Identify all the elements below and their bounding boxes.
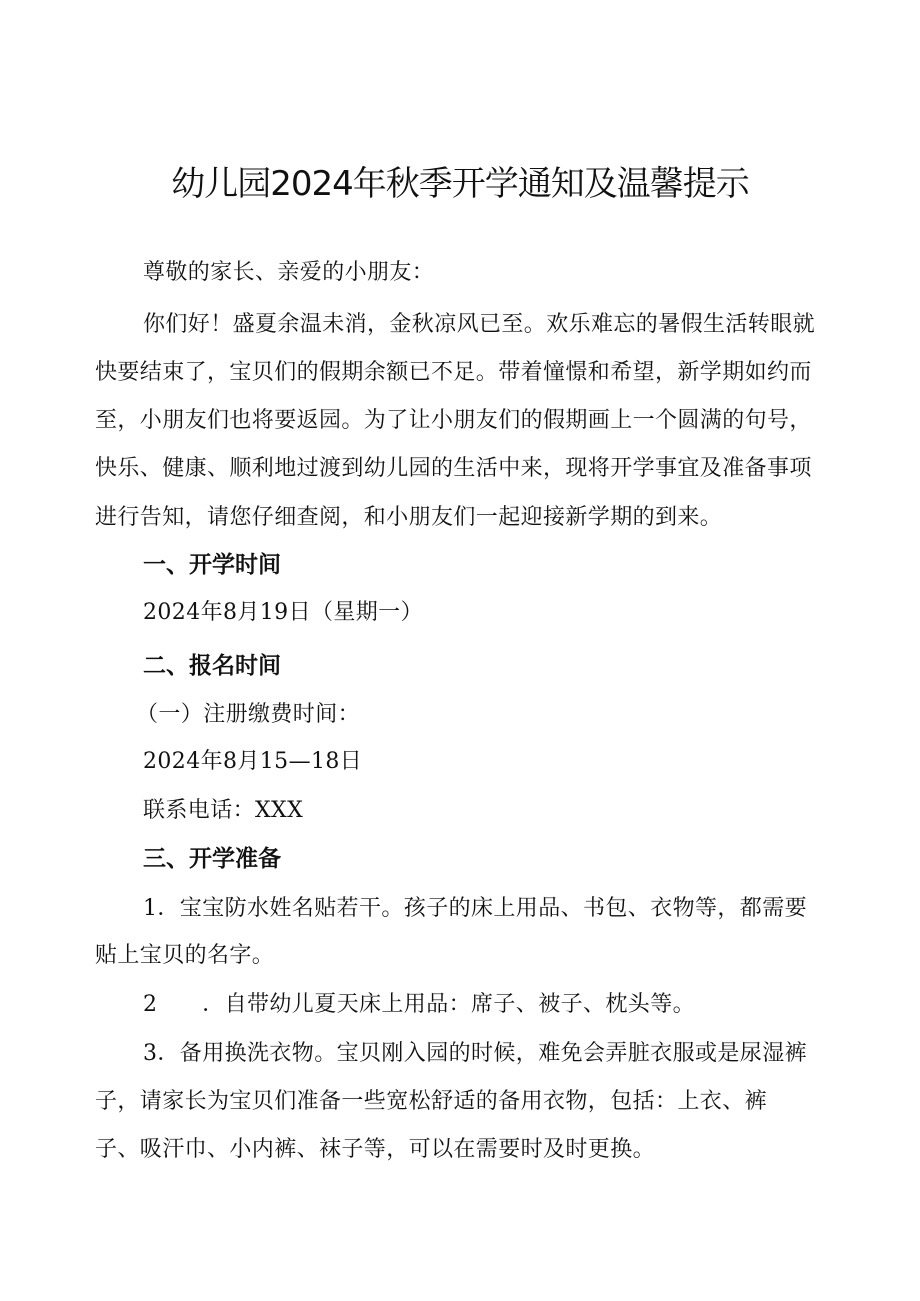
item-3-line-2: 子，请家长为宝贝们准备一些宽松舒适的备用衣物，包括：上衣、裤 xyxy=(95,1089,768,1114)
greeting: 尊敬的家长、亲爱的小朋友： xyxy=(143,260,435,285)
section-1-heading: 一、开学时间 xyxy=(143,552,281,578)
registration-date: 2024年8月15—18日 xyxy=(143,749,363,774)
document-title: 幼儿园2024年秋季开学通知及温馨提示 xyxy=(171,164,749,204)
contact-phone: 联系电话：XXX xyxy=(143,798,304,823)
intro-line-1: 你们好！盛夏余温未消，金秋凉风已至。欢乐难忘的暑假生活转眼就 xyxy=(143,312,816,337)
intro-line-2: 快要结束了，宝贝们的假期余额已不足。带着憧憬和希望，新学期如约而 xyxy=(95,360,812,385)
intro-line-3: 至，小朋友们也将要返园。为了让小朋友们的假期画上一个圆满的句号， xyxy=(95,408,812,433)
item-1-line-2: 贴上宝贝的名字。 xyxy=(95,943,275,968)
item-2: 2 ．自带幼儿夏天床上用品：席子、被子、枕头等。 xyxy=(143,992,695,1017)
start-date: 2024年8月19日（星期一） xyxy=(143,600,423,625)
item-3-line-3: 子、吸汗巾、小内裤、袜子等，可以在需要时及时更换。 xyxy=(95,1137,656,1162)
registration-subheading: （一）注册缴费时间： xyxy=(136,702,361,727)
section-2-heading: 二、报名时间 xyxy=(143,653,281,679)
intro-line-5: 进行告知，请您仔细查阅，和小朋友们一起迎接新学期的到来。 xyxy=(95,505,723,530)
intro-line-4: 快乐、健康、顺利地过渡到幼儿园的生活中来，现将开学事宜及准备事项 xyxy=(95,456,812,481)
section-3-heading: 三、开学准备 xyxy=(143,846,281,872)
item-1-line-1: 1．宝宝防水姓名贴若干。孩子的床上用品、书包、衣物等，都需要 xyxy=(143,896,807,921)
item-3-line-1: 3．备用换洗衣物。宝贝刚入园的时候，难免会弄脏衣服或是尿湿裤 xyxy=(143,1041,807,1066)
